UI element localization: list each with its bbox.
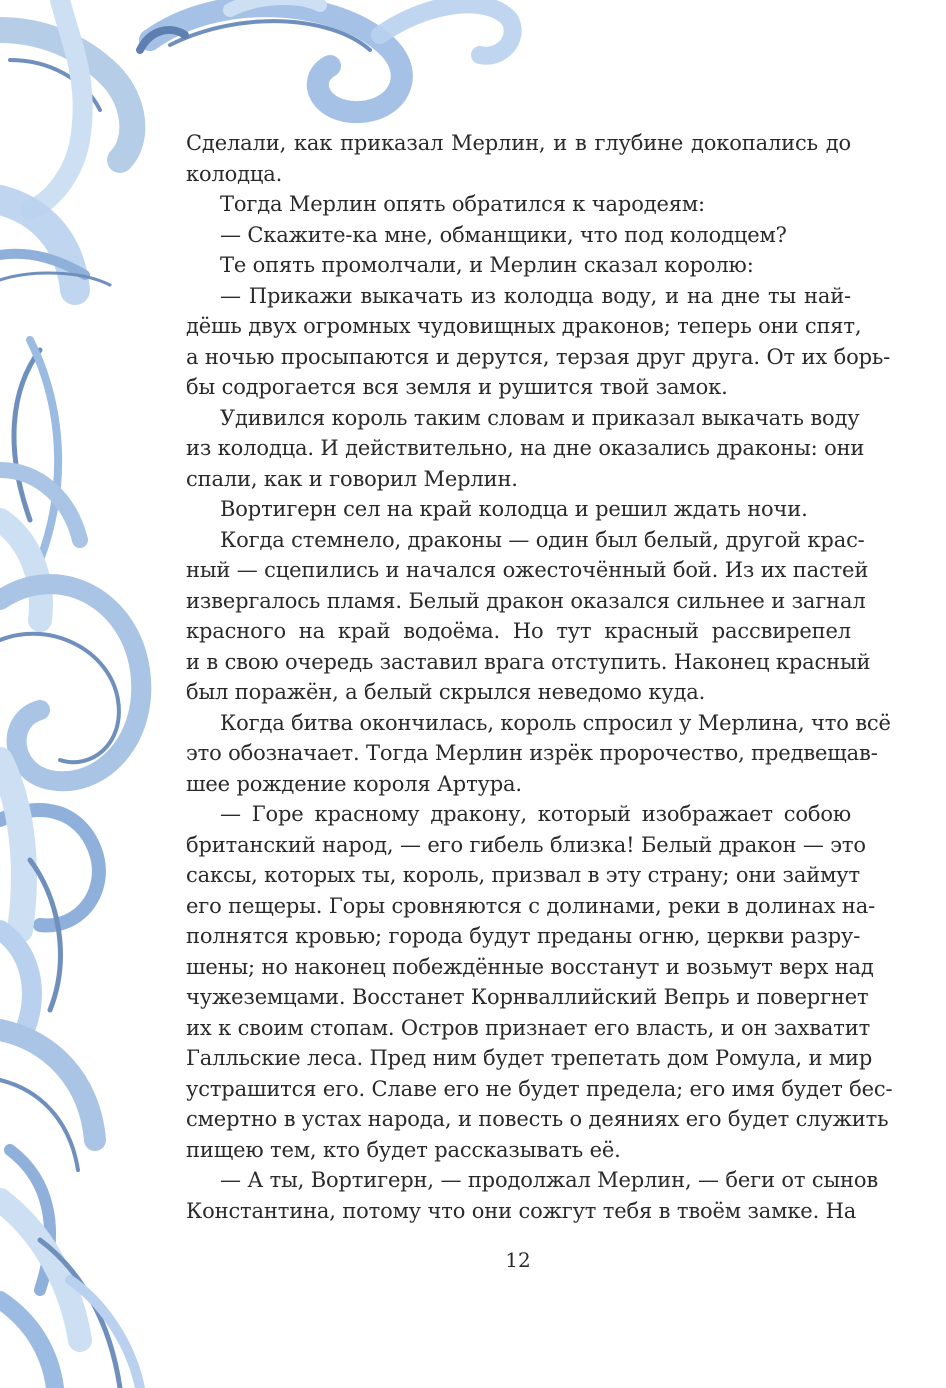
text-line: ный — сцепились и начался ожесточённый бой. Из их пастей <box>186 558 869 582</box>
text-line: дёшь двух огромных чудовищных драконов; теперь они спят, <box>186 314 862 338</box>
text-line: Вортигерн сел на край колодца и решил ждать ночи. <box>220 497 808 521</box>
text-line: — А ты, Вортигерн, — продолжал Мерлин, — беги от сынов <box>220 1168 879 1192</box>
text-line: а ночью просыпаются и дерутся, терзая друг друга. От их борь- <box>186 344 891 369</box>
text-line: Когда битва окончилась, король спросил у Мерлина, что всё <box>220 710 891 735</box>
text-line: это обозначает. Тогда Мерлин изрёк пророчество, предвещав- <box>186 741 878 765</box>
text-line: смертно в устах народа, и повесть о деяниях его будет служить <box>186 1107 889 1131</box>
text-line: бы содрогается вся земля и рушится твой замок. <box>186 375 728 399</box>
text-line: — Горе красному дракону, который изображает собою <box>220 802 851 826</box>
text-line: их к своим стопам. Остров признает его власть, и он захватит <box>186 1015 871 1040</box>
left-middle-swirl-ornament <box>0 584 141 1030</box>
page-number: 12 <box>505 1248 531 1272</box>
text-line: колодца. <box>186 161 283 186</box>
text-line: извергалось пламя. Белый дракон оказался сильнее и загнал <box>186 588 866 613</box>
text-line: красного на край водоёма. Но тут красный рассвирепел <box>186 619 851 643</box>
text-line: Сделали, как приказал Мерлин, и в глубине докопались до <box>186 131 851 155</box>
text-line: Удивился король таким словам и приказал выкачать воду <box>220 405 860 430</box>
text-line: — Скажите-ка мне, обманщики, что под колодцем? <box>220 222 787 247</box>
text-line: из колодца. И действительно, на дне оказались драконы: они <box>186 436 865 460</box>
text-line: был поражён, а белый скрылся неведомо куда. <box>186 680 706 704</box>
page-body-text <box>186 128 893 1226</box>
text-line: спали, как и говорил Мерлин. <box>186 466 518 491</box>
text-line: Когда стемнело, драконы — один был белый, другой крас- <box>220 527 865 552</box>
text-line: устрашится его. Славе его не будет предела; его имя будет бес- <box>186 1076 893 1101</box>
text-line: полнятся кровью; города будут преданы огню, церкви разру- <box>186 924 861 948</box>
text-line: Те опять промолчали, и Мерлин сказал королю: <box>220 253 754 277</box>
text-line: и в свою очередь заставил врага отступить. Наконец красный <box>186 649 871 674</box>
text-line: — Прикажи выкачать из колодца воду, и на дне ты най- <box>220 283 851 308</box>
text-line: саксы, которых ты, король, призвал в эту страну; они займут <box>186 863 860 887</box>
text-line: шее рождение короля Артура. <box>186 771 522 796</box>
left-lower-swirl-ornament <box>0 1030 140 1388</box>
text-line: шены; но наконец побеждённые восстанут и возьмут верх над <box>186 954 874 979</box>
text-line: британский народ, — его гибель близка! Белый дракон — это <box>186 832 866 857</box>
left-upper-swirl-ornament <box>0 200 110 620</box>
text-line: пищею тем, кто будет рассказывать её. <box>186 1137 621 1162</box>
text-line: Константина, потому что они сожгут тебя в твоём замке. На <box>186 1198 857 1223</box>
text-line: его пещеры. Горы сровняются с долинами, реки в долинах на- <box>186 893 876 918</box>
text-line: чужеземцами. Восстанет Корнваллийский Вепрь и повергнет <box>186 985 869 1009</box>
text-line: Тогда Мерлин опять обратился к чародеям: <box>220 192 705 216</box>
text-line: Галльские леса. Пред ним будет трепетать дом Ромула, и мир <box>186 1046 873 1070</box>
